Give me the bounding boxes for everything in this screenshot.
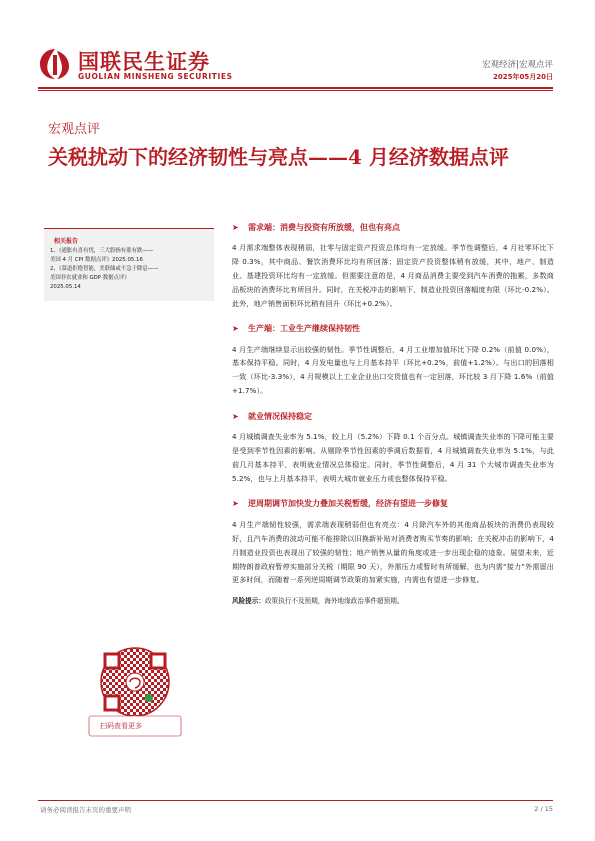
section-heading-text: 生产端：工业生产继续保持韧性 <box>248 324 360 334</box>
header-category: 宏观经济|宏观点评 <box>482 60 553 70</box>
risk-label: 风险提示： <box>232 597 265 606</box>
main-content <box>232 219 554 605</box>
header-date: 2025年05月20日 <box>493 73 553 81</box>
section-body: 4 月生产端继续显示出较强的韧性。季节性调整后，4 月工业增加值环比下降 0.2%（前值 0.0%），基本保持平稳。同时，4 月发电量也与上月基本持平（环比+0.2%，前值+1.2%）。与出口的回落相一致（环比-3.3%），4 月规模以上工业企业出口交货值也有一定回落，环比较 3 月下降 1.6%（前值+1.7%）。 <box>232 344 554 396</box>
section-heading-text: 逆周期调节加快发力叠加关税暂缓，经济有望进一步修复 <box>248 499 448 509</box>
report-category: 宏观点评 <box>48 122 101 137</box>
related-report-line[interactable]: 1、《通胀有喜有忧，三大股指有涨有跌—— <box>50 248 154 254</box>
logo-subtext: GUOLIAN MINSHENG SECURITIES <box>78 72 233 81</box>
risk-text: 政策执行不及预期，海外地缘政治事件超预期。 <box>264 597 404 606</box>
section-heading <box>232 408 554 424</box>
risk-warning <box>232 595 554 605</box>
qr-caption: 扫码查看更多 <box>100 722 142 730</box>
section-heading-text: 需求端：消费与投资有所放缓，但也有亮点 <box>248 222 400 232</box>
logo-text: 国联民生证券 <box>78 50 210 74</box>
header-divider <box>38 87 553 89</box>
related-reports-list <box>50 247 212 292</box>
related-reports-title: 相关报告 <box>54 238 79 245</box>
section-body: 4 月城镇调查失业率为 5.1%，较上月（5.2%）下降 0.1 个百分点。城镇调查失业率的下降可能主要是受到季节性因素的影响。从剔除季节性因素的季调后数据看，4 月城镇调查失业率为 5.1%，与此前几月基本持平，表明就业情况总体稳定。同时，季节性调整后，4 月 31 个大城市调查失业率为 5.2%，也与上月基本持平，表明大城市就业压力或也整体保持平稳。 <box>232 432 554 483</box>
header-divider-thin <box>38 90 553 91</box>
related-report-line[interactable]: 美国非农就业和 GDP 数据点评》 <box>50 275 130 281</box>
logo-icon <box>38 47 72 81</box>
arrow-icon: ➤ <box>232 324 239 334</box>
related-report-line[interactable]: 2025.05.14 <box>50 284 81 290</box>
report-title: 关税扰动下的经济韧性与亮点——4 月经济数据点评 <box>48 145 509 169</box>
arrow-icon: ➤ <box>232 499 239 509</box>
footer-disclaimer: 请务必阅读报告末页的重要声明 <box>40 806 131 814</box>
page-number: 2 / 15 <box>534 805 553 813</box>
footer-divider <box>38 800 553 801</box>
arrow-icon: ➤ <box>232 222 239 232</box>
section-body: 4 月生产端韧性较强，需求端表现稍弱但也有亮点：4 月除汽车外的其他商品板块的消费仍表现较好，且汽车消费的波动可能不能排除以旧换新补贴对消费者购买节奏的影响；在关税冲击的影响下，4 月制造业投资也表现出了较强的韧性；地产销售从量的角度或进一步出现企稳的迹象。展望未来，近期特朗普政府暂停实施部分关税（期限 90 天），外需压力或暂时有所缓解，也为内需“接力”外需留出更多时间，而随着一系列逆周期调节政策的加紧实施，内需也有望进一步修复。 <box>232 519 554 585</box>
related-reports-box <box>44 228 214 301</box>
related-report-line[interactable]: 2、《慕道拒绝智能，美联储或不急于降息—— <box>50 266 159 272</box>
section-heading <box>232 321 554 337</box>
arrow-icon: ➤ <box>232 411 239 421</box>
section-heading-text: 就业情况保持稳定 <box>248 411 312 421</box>
section-body: 4 月需求端整体表现稍弱，社零与固定资产投资总体均有一定放缓。季节性调整后，4 月社零环比下降 0.3%，其中商品、餐饮消费环比均有所回落；固定资产投资整体稍有放缓，其中，地产、制造业、基建投资环比均有一定放缓。但需要注意的是，4 月商品消费主要受到汽车消费的拖累，多数商品板块的消费环比有所回升。同时，在关税冲击的影响下，制造业投资回落幅度有限（环比-0.2%）。此外，地产销售面积环比稍有回升（环比+0.2%）。 <box>232 243 554 308</box>
related-report-line[interactable]: 美国 4 月 CPI 数据点评》2025.05.16 <box>50 257 143 263</box>
section-heading <box>232 219 554 235</box>
section-heading <box>232 496 554 512</box>
